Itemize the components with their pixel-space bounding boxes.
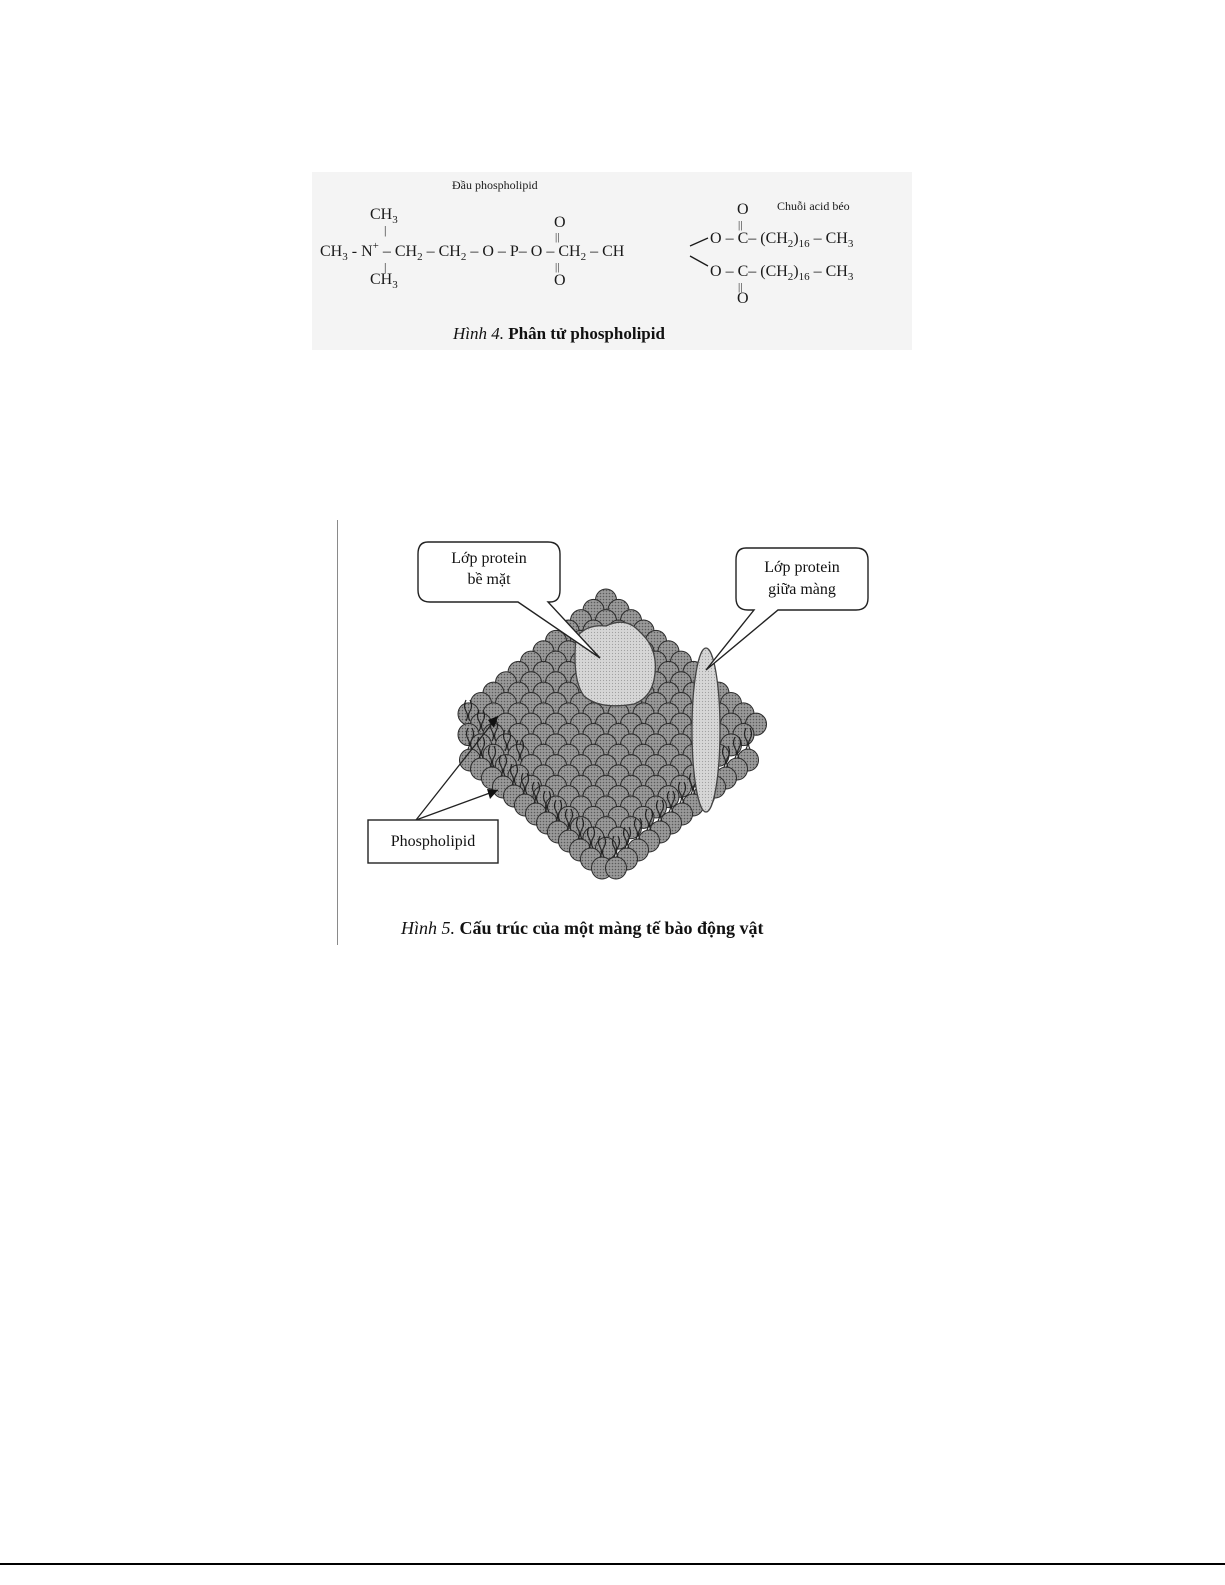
- membrane-diagram: [338, 520, 904, 945]
- branch-up: [690, 238, 708, 246]
- ester-oxygen-top: O: [737, 201, 749, 218]
- figure-4-caption: Hình 4. Phân tử phospholipid: [453, 324, 665, 343]
- figure-5-cell-membrane: [337, 520, 904, 945]
- branch-down: [690, 256, 708, 266]
- phosphate-oxygen-bottom: O: [554, 272, 566, 289]
- bond-vertical: |: [384, 223, 387, 237]
- surface-protein-label-line2: bề mặt: [467, 571, 511, 588]
- fatty-acid-chain-2: O – C– $(CH_2)_{16} - CH_3$: [710, 263, 854, 283]
- fatty-acid-chain-1: O – C– $(CH_2)_{16} - CH_3$: [710, 230, 854, 250]
- integral-protein-label-line2: giữa màng: [768, 581, 836, 598]
- phosphate-oxygen-top: O: [554, 214, 566, 231]
- ester-double-bond-top: ||: [738, 219, 743, 231]
- phosphate-double-bond-top: ||: [555, 231, 560, 243]
- n-methyl-bottom: $CH_3$: [370, 271, 398, 291]
- surface-protein-label-line1: Lớp protein: [451, 550, 527, 567]
- phospholipid-head: [606, 857, 627, 879]
- surface-protein-shape: [575, 622, 655, 706]
- phosphate-double-bond-bottom: ||: [555, 261, 560, 273]
- figure-4-phospholipid-molecule: [312, 172, 912, 350]
- figure-5-caption: Hình 5. Cấu trúc của một màng tế bào động vật: [401, 918, 764, 938]
- bond-vertical-lower: |: [384, 260, 387, 274]
- integral-protein-shape: [692, 648, 720, 812]
- integral-protein-label-line1: Lớp protein: [764, 559, 840, 576]
- page-bottom-rule: [0, 1563, 1225, 1565]
- n-methyl-top: $CH_3$: [370, 206, 398, 226]
- ester-oxygen-bottom: O: [737, 290, 749, 307]
- phospholipid-structural-formula: [312, 172, 912, 350]
- ester-double-bond-bottom: ||: [738, 281, 743, 293]
- main-chain-left: $CH_3 - N^+ - CH_2 - CH_2$ – O – P– O – $CH_2$ – CH: [320, 240, 625, 263]
- head-label: Đầu phospholipid: [452, 178, 538, 192]
- tail-label: Chuỗi acid béo: [777, 199, 850, 213]
- phospholipid-label: Phospholipid: [390, 833, 476, 850]
